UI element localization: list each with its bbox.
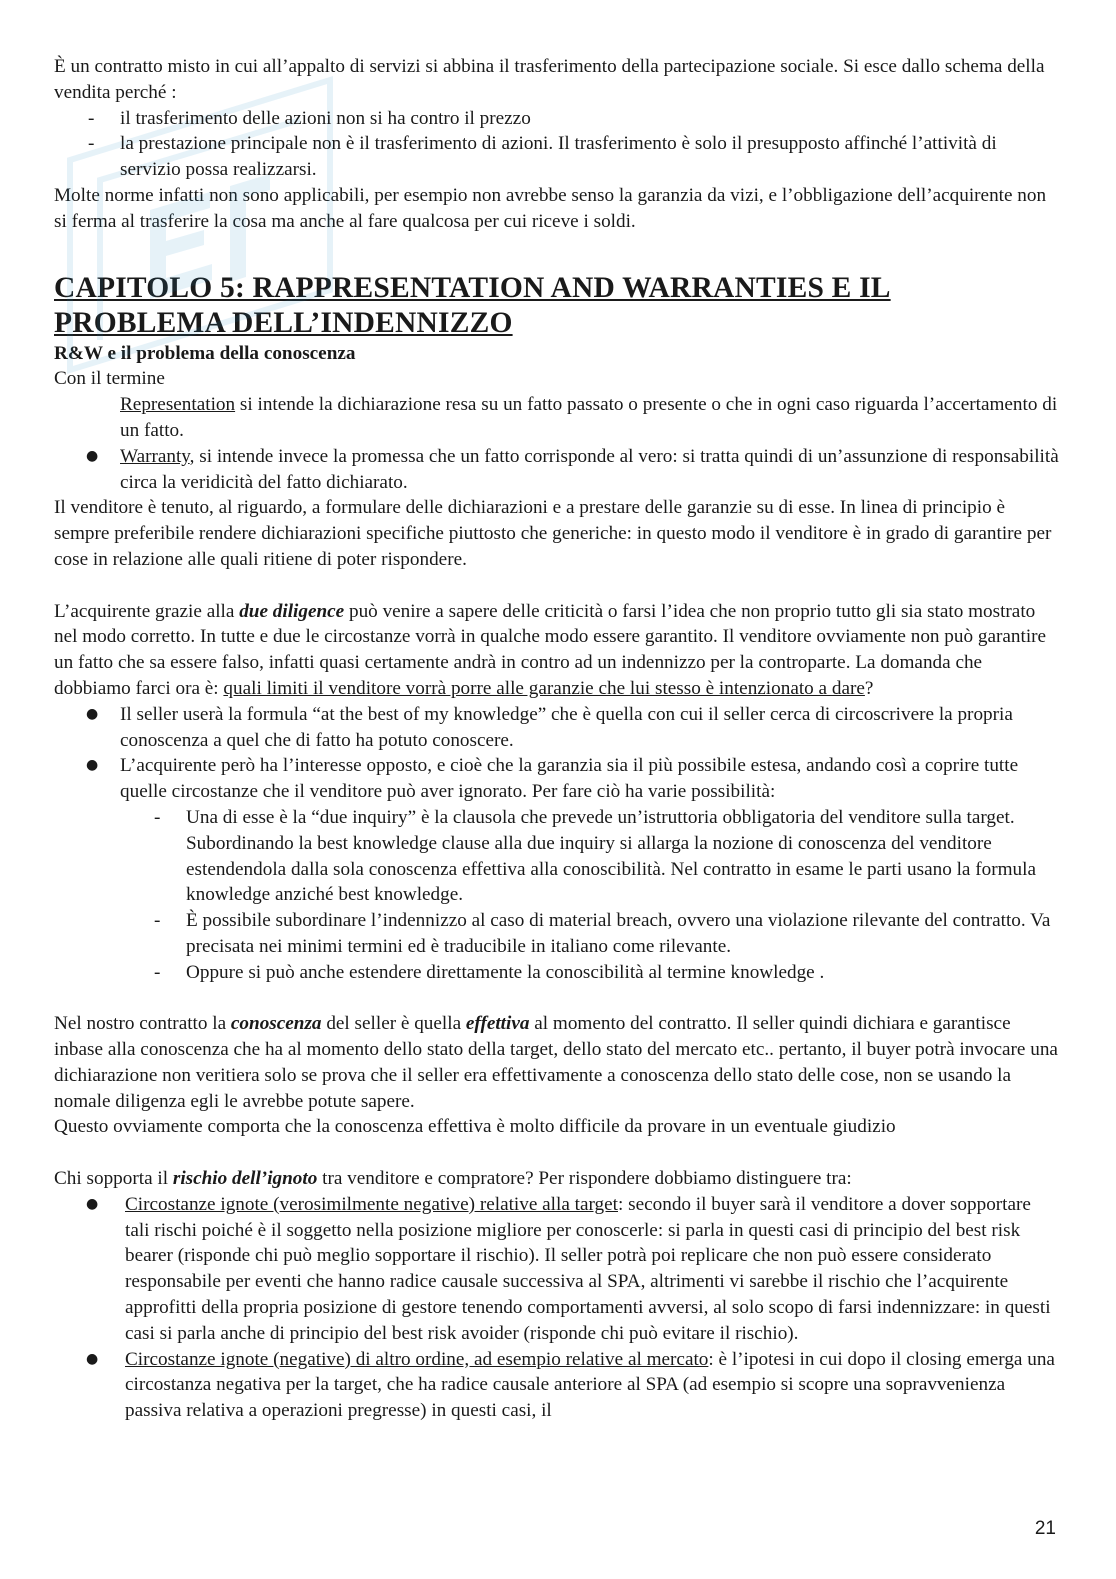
list-item: - la prestazione principale non è il trasferimento di azioni. Il trasferimento è solo il presupposto affinché l’attività di servizio possa realizzarsi. bbox=[54, 131, 1060, 183]
underlined-term: Circostanze ignote (verosimilmente negative) relative alla target bbox=[125, 1193, 618, 1215]
bullet-icon: ● bbox=[86, 757, 99, 774]
risk-bullet-list bbox=[54, 1192, 1060, 1424]
definition-text: , si intende invece la promessa che un fatto corrisponde al vero: si tratta quindi di un’assunzione di responsabilità circa la veridicità del fatto dichiarato. bbox=[120, 445, 1059, 493]
definition-bullet-list bbox=[54, 444, 1060, 496]
list-item-text: : secondo il buyer sarà il venditore a dover sopportare tali rischi poiché è il soggetto nella posizione migliore per conoscerle: si parla in questi casi di principio del best risk bearer (risponde chi può meglio sopportare il rischio). Il seller potrà poi replicare che non può essere considerato responsabile per eventi che hanno radice causale successiva al SPA, altrimenti vi sarebbe il rischio che l’acquirente approfitti della propria posizione di gestore tenendo comportamenti avversi, al solo scopo di farsi indennizzare: in questi casi si parla anche di principio del best risk avoider (risponde chi può evitare il rischio). bbox=[125, 1193, 1051, 1344]
underlined-term: Circostanze ignote (negative) di altro ordine, ad esempio relative al mercato bbox=[125, 1348, 709, 1370]
buyer-options-list bbox=[54, 805, 1060, 986]
list-item: - il trasferimento delle azioni non si ha contro il prezzo bbox=[54, 106, 1060, 132]
text-run: tra venditore e compratore? Per rispondere dobbiamo distinguere tra: bbox=[317, 1168, 852, 1190]
underlined-question: quali limiti il venditore vorrà porre alle garanzie che lui stesso è intenzionato a dare bbox=[223, 677, 865, 699]
list-item: - Oppure si può anche estendere direttamente la conoscibilità al termine knowledge . bbox=[54, 960, 1060, 986]
definition-list bbox=[54, 392, 1060, 444]
list-item bbox=[54, 753, 1060, 805]
bullet-icon: ● bbox=[86, 1195, 99, 1212]
emphasis-due-diligence: due diligence bbox=[239, 600, 345, 622]
emphasis-effettiva: effettiva bbox=[465, 1013, 530, 1035]
list-item bbox=[54, 702, 1060, 754]
section1-paragraph: Il venditore è tenuto, al riguardo, a formulare delle dichiarazioni e a prestare delle garanzie su di esse. In linea di principio è sempre preferibile rendere dichiarazioni specifiche piuttosto che generiche: in questo modo il venditore è in grado di garantire per cose in relazione alle quali ritiene di poter rispondere. bbox=[54, 497, 1052, 570]
bullet-icon: ● bbox=[86, 447, 99, 464]
term-warranty: Warranty bbox=[120, 445, 190, 467]
definition-text: si intende la dichiarazione resa su un fatto passato o presente o che in ogni caso riguarda l’accertamento di un fatto. bbox=[120, 394, 1058, 441]
text-run: Chi sopporta il bbox=[54, 1168, 173, 1190]
bullet-icon: ● bbox=[86, 705, 99, 722]
emphasis-conoscenza: conoscenza bbox=[230, 1013, 322, 1035]
list-item-text: Il seller userà la formula “at the best of my knowledge” che è quella con cui il seller cerca di circoscrivere la propria conoscenza a quel che di fatto ha potuto conoscere. bbox=[120, 703, 1013, 751]
section-heading: R&W e il problema della conoscenza bbox=[54, 342, 356, 364]
list-item: - È possibile subordinare l’indennizzo al caso di material breach, ovvero una violazione rilevante del contratto. Va precisata nei minimi termini ed è traducibile in italiano come rilevante. bbox=[54, 908, 1060, 960]
intro-paragraph: È un contratto misto in cui all’appalto di servizi si abbina il trasferimento della partecipazione sociale. Si esce dallo schema della vendita perché : bbox=[54, 56, 1045, 103]
list-item-text: : è l’ipotesi in cui dopo il closing emerga una circostanza negativa per la target, che ha radice causale anteriore al SPA (ad esempio si scopre una sopravvenienza passiva relativa a operazioni pregresse) in questi casi, il bbox=[125, 1348, 1055, 1422]
text-run: può venire a sapere delle criticità o farsi l’idea che non proprio tutto gli sia stato mostrato nel modo corretto. In tutte e due le circostanze vorrà in qualche modo essere garantito. Il venditore ovviamente non può garantire un fatto che sa essere falso, infatti quasi certamente andrà in contro ad un indennizzo per la controparte. La domanda che dobbiamo farci ora è: bbox=[54, 600, 1047, 699]
section2-paragraph bbox=[54, 599, 1060, 702]
spacer bbox=[54, 573, 1060, 599]
text-run: L’acquirente grazie alla bbox=[54, 600, 240, 622]
text-run: ? bbox=[864, 677, 874, 699]
text-run: del seller è quella bbox=[321, 1013, 466, 1035]
section-lead: Con il termine bbox=[54, 368, 165, 390]
spacer bbox=[54, 986, 1060, 1012]
list-item: - Una di esse è la “due inquiry” è la clausola che prevede un’istruttoria obbligatoria del venditore sulla target. Subordinando la best knowledge clause alla due inquiry si allarga la nozione di conoscenza del venditore estendendola dalla sola conoscenza effettiva alla conoscibilità. Nel contratto in esame le parti usano la formula knowledge anziché best knowledge. bbox=[54, 805, 1060, 908]
spacer bbox=[54, 1140, 1060, 1166]
section4-paragraph bbox=[54, 1166, 1060, 1192]
list-item bbox=[54, 1192, 1060, 1347]
section3-conclusion: Questo ovviamente comporta che la conoscenza effettiva è molto difficile da provare in un eventuale giudizio bbox=[54, 1116, 896, 1138]
page-number: 21 bbox=[1034, 1518, 1056, 1539]
term-representation: Representation bbox=[120, 394, 236, 416]
list-item-text: L’acquirente però ha l’interesse opposto, e cioè che la garanzia sia il più possibile estesa, andando così a coprire tutte quelle circostanze che il venditore può aver ignorato. Per fare ciò ha varie possibilità: bbox=[120, 755, 1019, 803]
definition-warranty bbox=[54, 444, 1060, 496]
text-run: Nel nostro contratto la bbox=[54, 1013, 231, 1035]
text-run: al momento del contratto. Il seller quindi dichiara e garantisce inbase alla conoscenza che ha al momento dello stato della target, dello stato del mercato etc.. pertanto, il buyer potrà invocare una dichiarazione non veritiera solo se prova che il seller era effettivamente a conoscenza dello stato delle cose, non se usando la nomale diligenza egli le avrebbe potute sapere. bbox=[54, 1013, 1058, 1112]
knowledge-bullet-list bbox=[54, 702, 1060, 805]
bullet-icon: ● bbox=[86, 1350, 99, 1367]
chapter-title: CAPITOLO 5: RAPPRESENTATION AND WARRANTIES E IL PROBLEMA DELL’INDENNIZZO bbox=[54, 271, 891, 339]
list-item bbox=[54, 1347, 1060, 1424]
definition-representation bbox=[54, 392, 1060, 444]
intro-dash-list bbox=[54, 106, 1060, 183]
intro-paragraph-2: Molte norme infatti non sono applicabili, per esempio non avrebbe senso la garanzia da vizi, e l’obbligazione dell’acquirente non si ferma al trasferire la cosa ma anche al fare qualcosa per cui riceve i soldi. bbox=[54, 184, 1047, 232]
emphasis-rischio-ignoto: rischio dell’ignoto bbox=[172, 1168, 318, 1190]
section3-paragraph bbox=[54, 1011, 1060, 1114]
